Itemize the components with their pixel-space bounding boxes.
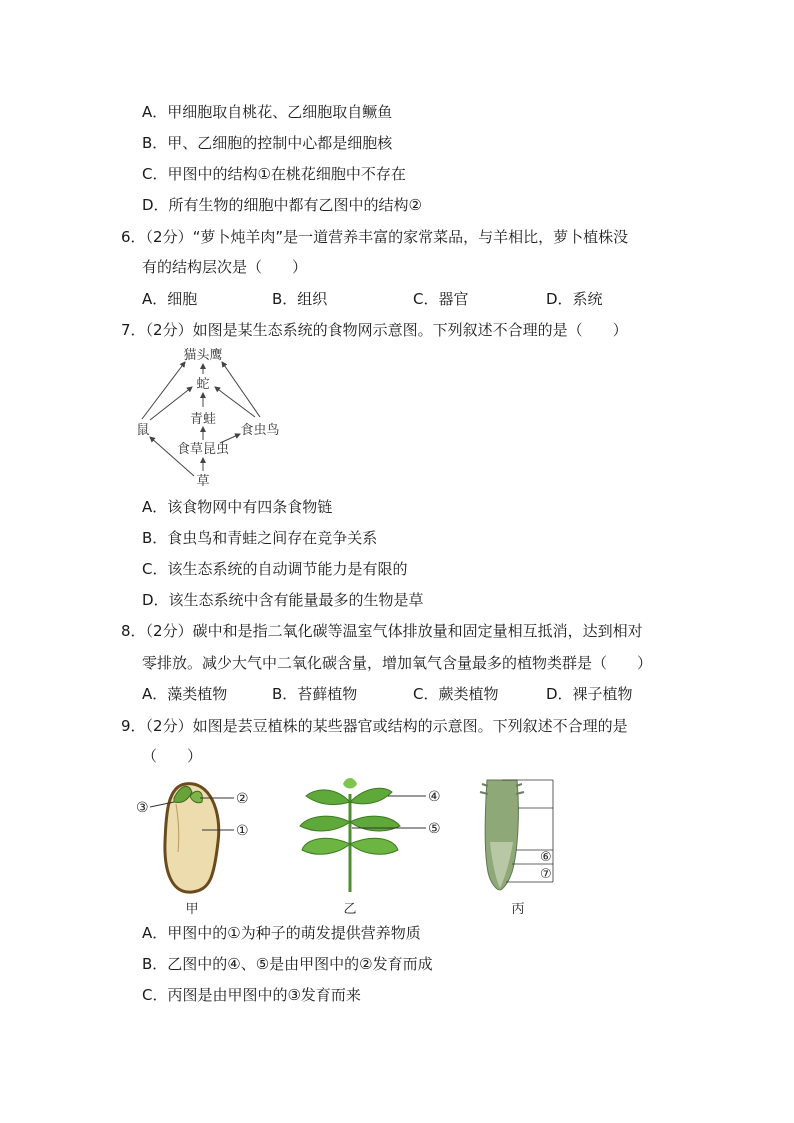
q7-stem: 7．（2分）如图是某生态系统的食物网示意图。下列叙述不合理的是（ ） (121, 321, 628, 339)
q6-option-b: B．组织 (272, 290, 328, 308)
seed-illustration (165, 784, 219, 892)
q6-option-c: C．器官 (413, 290, 469, 308)
q6-option-d: D．系统 (546, 290, 603, 308)
q5-option-d: D．所有生物的细胞中都有乙图中的结构② (142, 196, 422, 214)
label-6-root: ⑥ (540, 850, 552, 865)
q5-option-a: A．甲细胞取自桃花、乙细胞取自鳜鱼 (142, 103, 393, 121)
arrow-mouse-to-snake (150, 387, 192, 420)
q5-option-b: B．甲、乙细胞的控制中心都是细胞核 (142, 134, 393, 152)
q9-option-a: A．甲图中的①为种子的萌发提供营养物质 (142, 924, 421, 942)
label-5-seedling: ⑤ (428, 821, 441, 837)
caption-jia: 甲 (185, 902, 199, 917)
q8-option-c: C．蕨类植物 (413, 685, 499, 703)
node-snake: 蛇 (196, 377, 210, 392)
bean-plant-figure (130, 772, 570, 920)
q8-option-a: A．藻类植物 (142, 685, 228, 703)
q6-option-a: A．细胞 (142, 290, 198, 308)
q7-option-c: C．该生态系统的自动调节能力是有限的 (142, 560, 408, 578)
label-7-root: ⑦ (540, 867, 552, 882)
node-owl: 猫头鹰 (183, 348, 223, 363)
q7-option-a: A．该食物网中有四条食物链 (142, 498, 333, 516)
arrow-mouse-to-owl (142, 362, 185, 419)
node-grass: 草 (196, 474, 210, 489)
food-web-diagram (130, 340, 290, 490)
q7-option-d: D．该生态系统中含有能量最多的生物是草 (142, 591, 424, 609)
arrow-bird-to-snake (215, 387, 255, 417)
q9-option-b: B．乙图中的④、⑤是由甲图中的②发育而成 (142, 955, 433, 973)
q6-stem-line1: 6．（2分）“萝卜炖羊肉”是一道营养丰富的家常菜品，与羊相比，萝卜植株没 (121, 228, 629, 246)
q9-stem-line1: 9．（2分）如图是芸豆植株的某些器官或结构的示意图。下列叙述不合理的是 (121, 717, 628, 735)
root-tip-illustration (480, 780, 524, 890)
node-insectivorous-bird: 食虫鸟 (240, 423, 280, 438)
label-4-seedling: ④ (428, 789, 441, 805)
node-frog: 青蛙 (189, 412, 217, 427)
q8-option-b: B．苔藓植物 (272, 685, 358, 703)
node-herbivorous-insect: 食草昆虫 (176, 442, 230, 457)
q9-option-c: C．丙图是由甲图中的③发育而来 (142, 986, 361, 1004)
q8-stem-line2: 零排放。减少大气中二氧化碳含量，增加氧气含量最多的植物类群是（ ） (142, 654, 653, 672)
q9-stem-line2: （ ） (142, 747, 203, 765)
q5-option-c: C．甲图中的结构①在桃花细胞中不存在 (142, 165, 406, 183)
arrow-bird-to-owl (222, 362, 260, 417)
node-mouse: 鼠 (136, 423, 150, 438)
seedling-illustration (300, 778, 400, 892)
q8-stem-line1: 8．（2分）碳中和是指二氧化碳等温室气体排放量和固定量相互抵消，达到相对 (121, 622, 643, 640)
label-3-seed: ③ (136, 800, 149, 816)
caption-bing: 丙 (511, 902, 525, 917)
caption-yi: 乙 (343, 902, 357, 917)
q7-option-b: B．食虫鸟和青蛙之间存在竞争关系 (142, 529, 378, 547)
label-1-seed: ① (236, 823, 249, 839)
label-2-seed: ② (236, 791, 249, 807)
q8-option-d: D．裸子植物 (546, 685, 633, 703)
q6-stem-line2: 有的结构层次是（ ） (142, 258, 308, 276)
